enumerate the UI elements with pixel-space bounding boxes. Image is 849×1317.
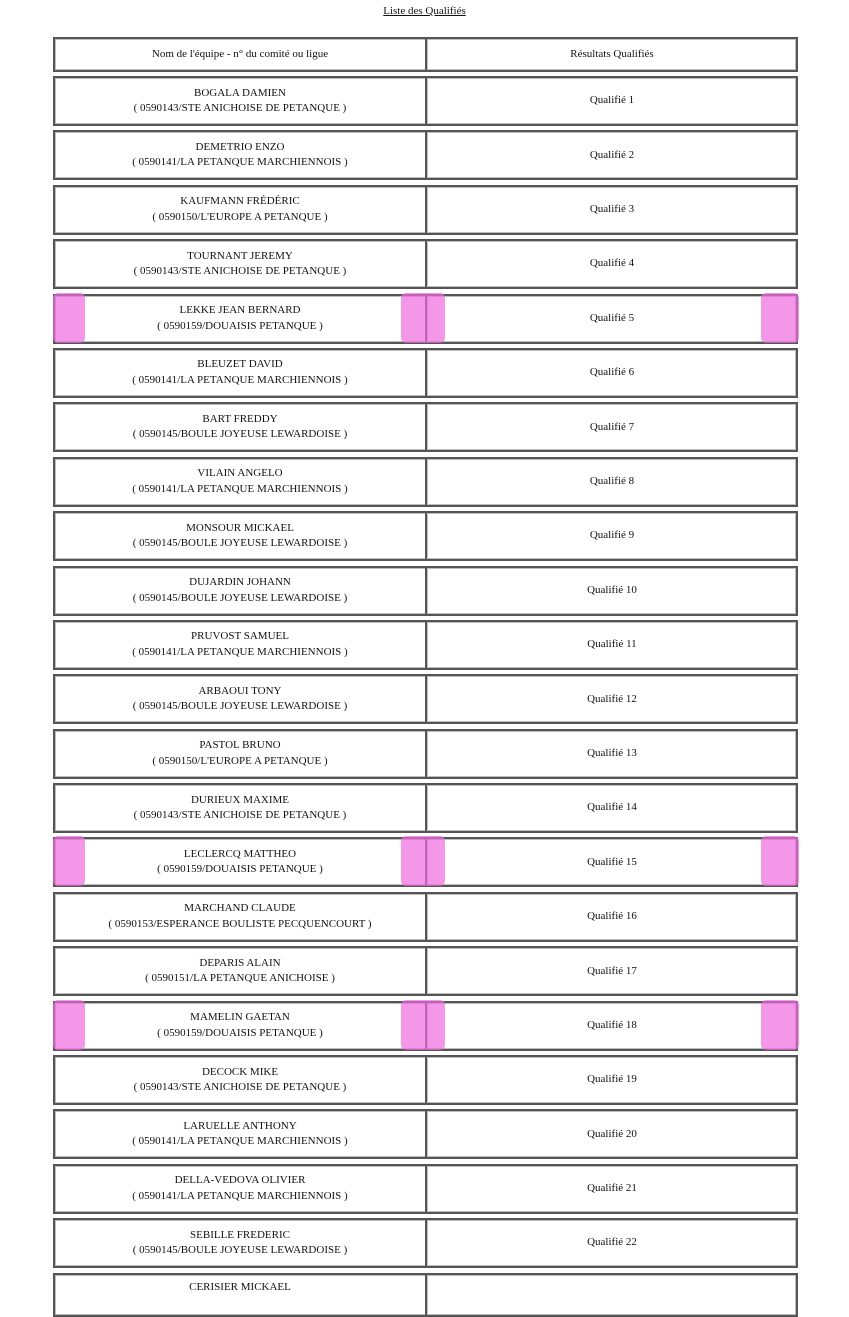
- result-cell: [427, 296, 796, 342]
- result-cell: [427, 241, 796, 287]
- team-club: ( 0590141/LA PETANQUE MARCHIENNOIS ): [132, 156, 348, 169]
- result-label: Qualifié 13: [587, 746, 637, 759]
- team-name: DEMETRIO ENZO: [195, 140, 285, 153]
- team-club: ( 0590159/DOUAISIS PETANQUE ): [157, 1026, 323, 1039]
- team-club: ( 0590150/L'EUROPE A PETANQUE ): [152, 754, 328, 767]
- team-cell: [55, 187, 427, 233]
- table-row: [53, 1218, 798, 1268]
- team-cell: [55, 78, 427, 124]
- team-name: TOURNANT JEREMY: [187, 249, 293, 262]
- team-cell: [55, 731, 427, 777]
- table-row: [53, 239, 798, 289]
- team-cell: [55, 241, 427, 287]
- table-row: [53, 1055, 798, 1105]
- result-cell: [427, 187, 796, 233]
- result-cell: [427, 622, 796, 668]
- team-club: ( 0590141/LA PETANQUE MARCHIENNOIS ): [132, 1189, 348, 1202]
- team-club: ( 0590141/LA PETANQUE MARCHIENNOIS ): [132, 482, 348, 495]
- result-label: Qualifié 12: [587, 692, 637, 705]
- result-label: Qualifié 4: [589, 257, 635, 270]
- table-row: [53, 1164, 798, 1214]
- team-club: ( 0590145/BOULE JOYEUSE LEWARDOISE ): [132, 591, 348, 604]
- result-label: Qualifié 21: [587, 1182, 637, 1195]
- team-name: LECLERCQ MATTHEO: [183, 847, 297, 860]
- table-row: [53, 457, 798, 507]
- team-cell: [55, 1166, 427, 1212]
- result-cell: [427, 731, 796, 777]
- team-name: BART FREDDY: [202, 412, 278, 425]
- team-cell: [55, 1111, 427, 1157]
- team-club: ( 0590153/ESPERANCE BOULISTE PECQUENCOURT ): [108, 917, 372, 930]
- team-name: PASTOL BRUNO: [199, 739, 281, 752]
- result-label: Qualifié 8: [589, 474, 635, 487]
- table-row: [53, 566, 798, 616]
- team-cell: [55, 785, 427, 831]
- team-club: ( 0590143/STE ANICHOISE DE PETANQUE ): [133, 809, 347, 822]
- result-cell: [427, 1275, 796, 1315]
- table-row: [53, 837, 798, 887]
- team-cell: [55, 1057, 427, 1103]
- table-row: [53, 1001, 798, 1051]
- page-title: Liste des Qualifiés: [383, 5, 466, 17]
- team-cell: [55, 296, 427, 342]
- results-table: [53, 37, 798, 1317]
- result-cell: [427, 568, 796, 614]
- table-row: [53, 1109, 798, 1159]
- table-row: [53, 620, 798, 670]
- team-cell: [55, 459, 427, 505]
- result-cell: [427, 1111, 796, 1157]
- team-name: LEKKE JEAN BERNARD: [179, 304, 301, 317]
- result-cell: [427, 350, 796, 396]
- table-row: [53, 185, 798, 235]
- team-name: MONSOUR MICKAEL: [186, 521, 294, 534]
- team-name: LARUELLE ANTHONY: [183, 1119, 297, 1132]
- result-cell: [427, 132, 796, 178]
- result-label: Qualifié 19: [587, 1073, 637, 1086]
- team-name: DEPARIS ALAIN: [199, 956, 281, 969]
- result-label: Qualifié 18: [587, 1018, 637, 1031]
- team-name: DURIEUX MAXIME: [190, 793, 290, 806]
- team-name: BOGALA DAMIEN: [194, 86, 286, 99]
- header-result: Résultats Qualifiés: [427, 39, 796, 70]
- result-cell: [427, 513, 796, 559]
- result-cell: [427, 839, 796, 885]
- team-club: ( 0590159/DOUAISIS PETANQUE ): [157, 319, 323, 332]
- team-club: ( 0590143/STE ANICHOISE DE PETANQUE ): [133, 102, 347, 114]
- table-row: [53, 76, 798, 126]
- team-club: ( 0590145/BOULE JOYEUSE LEWARDOISE ): [132, 428, 348, 441]
- result-label: Qualifié 15: [587, 855, 637, 868]
- team-cell: [55, 839, 427, 885]
- result-label: Qualifié 2: [589, 148, 635, 161]
- team-cell: [55, 894, 427, 940]
- table-row: [53, 783, 798, 833]
- team-club: ( 0590141/LA PETANQUE MARCHIENNOIS ): [132, 1135, 348, 1148]
- team-cell: [55, 350, 427, 396]
- team-name: DUJARDIN JOHANN: [189, 576, 291, 589]
- result-label: Qualifié 1: [589, 94, 635, 107]
- table-row: [53, 946, 798, 996]
- team-cell: [55, 132, 427, 178]
- result-label: Qualifié 11: [587, 638, 637, 651]
- table-row: [53, 511, 798, 561]
- team-club: ( 0590141/LA PETANQUE MARCHIENNOIS ): [132, 373, 348, 386]
- team-name: ARBAOUI TONY: [198, 684, 282, 697]
- result-label: Qualifié 22: [587, 1236, 637, 1249]
- table-row: [53, 402, 798, 452]
- result-cell: [427, 78, 796, 124]
- result-label: Qualifié 7: [589, 420, 635, 433]
- team-club: ( 0590143/STE ANICHOISE DE PETANQUE ): [133, 1081, 347, 1094]
- team-name: MAMELIN GAETAN: [190, 1011, 290, 1024]
- table-row-partial: [53, 1273, 798, 1317]
- table-row: [53, 348, 798, 398]
- team-club: ( 0590145/BOULE JOYEUSE LEWARDOISE ): [132, 700, 348, 713]
- table-row: [53, 294, 798, 344]
- team-club: ( 0590145/BOULE JOYEUSE LEWARDOISE ): [132, 1244, 348, 1257]
- team-name: DECOCK MIKE: [201, 1065, 279, 1078]
- table-row: [53, 674, 798, 724]
- team-name: KAUFMANN FRÉDÉRIC: [180, 195, 300, 208]
- team-name: BLEUZET DAVID: [197, 358, 283, 371]
- team-cell: [55, 513, 427, 559]
- result-cell: [427, 1166, 796, 1212]
- team-club: ( 0590145/BOULE JOYEUSE LEWARDOISE ): [132, 537, 348, 550]
- team-name: SEBILLE FREDERIC: [190, 1228, 290, 1241]
- header-team: Nom de l'équipe - n° du comité ou ligue: [55, 39, 427, 70]
- result-cell: [427, 785, 796, 831]
- result-cell: [427, 459, 796, 505]
- result-label: Qualifié 17: [587, 964, 637, 977]
- table-row: [53, 130, 798, 180]
- team-name: MARCHAND CLAUDE: [184, 902, 296, 915]
- result-cell: [427, 948, 796, 994]
- result-cell: [427, 404, 796, 450]
- team-club: ( 0590141/LA PETANQUE MARCHIENNOIS ): [132, 645, 348, 658]
- team-name: PRUVOST SAMUEL: [191, 630, 289, 643]
- result-cell: [427, 1003, 796, 1049]
- team-cell: [55, 1003, 427, 1049]
- result-label: Qualifié 6: [589, 366, 635, 379]
- team-cell: [55, 676, 427, 722]
- team-cell: [55, 948, 427, 994]
- table-body: [53, 76, 798, 1268]
- team-cell: [55, 1220, 427, 1266]
- result-label: Qualifié 3: [589, 203, 635, 216]
- team-name: VILAIN ANGELO: [197, 467, 283, 480]
- result-cell: [427, 894, 796, 940]
- team-name: CERISIER MICKAEL: [189, 1280, 291, 1293]
- team-club: ( 0590151/LA PETANQUE ANICHOISE ): [145, 972, 335, 985]
- team-club: ( 0590159/DOUAISIS PETANQUE ): [157, 863, 323, 876]
- team-cell: [55, 404, 427, 450]
- team-cell: [55, 568, 427, 614]
- result-label: Qualifié 5: [589, 311, 635, 324]
- result-label: Qualifié 10: [587, 583, 637, 596]
- result-label: Qualifié 20: [587, 1127, 637, 1140]
- team-club: ( 0590143/STE ANICHOISE DE PETANQUE ): [133, 265, 347, 278]
- table-row: [53, 729, 798, 779]
- result-cell: [427, 1220, 796, 1266]
- result-label: Qualifié 16: [587, 910, 637, 923]
- table-row: [53, 892, 798, 942]
- result-cell: [427, 676, 796, 722]
- result-label: Qualifié 14: [587, 801, 637, 814]
- team-cell: [55, 622, 427, 668]
- result-label: Qualifié 9: [589, 529, 635, 542]
- team-name: DELLA-VEDOVA OLIVIER: [174, 1174, 306, 1187]
- team-cell: [55, 1275, 427, 1315]
- result-cell: [427, 1057, 796, 1103]
- table-header-row: [53, 37, 798, 72]
- team-club: ( 0590150/L'EUROPE A PETANQUE ): [152, 210, 328, 223]
